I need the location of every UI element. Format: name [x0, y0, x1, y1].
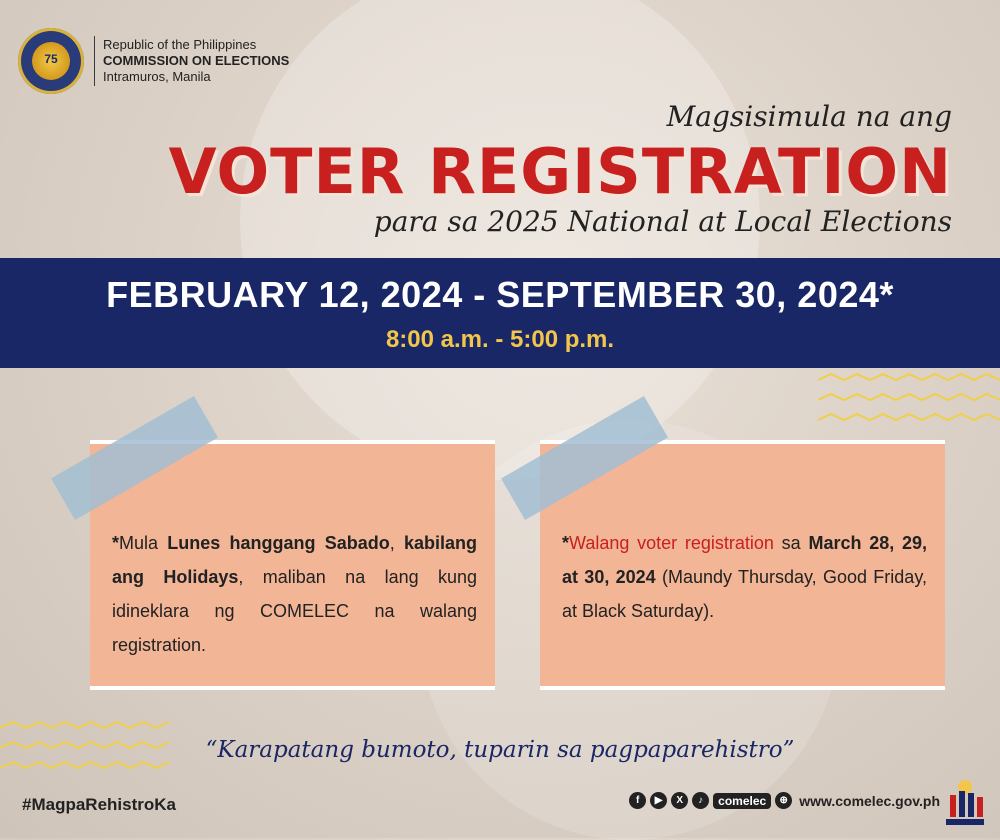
header [18, 28, 289, 94]
facebook-icon[interactable]: f [629, 792, 646, 809]
comelec-seal-logo [18, 28, 84, 94]
hashtag: #MagpaRehistroKa [22, 795, 176, 814]
footer-social [629, 792, 940, 809]
campaign-logo [944, 775, 986, 827]
tiktok-icon[interactable]: ♪ [692, 792, 709, 809]
youtube-icon[interactable]: ▶ [650, 792, 667, 809]
globe-icon: ⊕ [775, 792, 792, 809]
website-link[interactable]: www.comelec.gov.ph [799, 792, 940, 809]
registration-dates: FEBRUARY 12, 2024 - SEPTEMBER 30, 2024* [106, 274, 894, 315]
card-right-text: *Walang voter registration sa March 28, 29, at 30, 2024 (Maundy Thursday, Good Friday, at Black Saturday). [562, 533, 928, 621]
hero-title: VOTER REGISTRATION [168, 135, 952, 208]
tagline-quote: “Karapatang bumoto, tuparin sa pagpaparehistro” [205, 737, 795, 763]
date-band [0, 258, 1000, 368]
hero-subtitle: para sa 2025 National at Local Elections [373, 205, 952, 238]
x-twitter-icon[interactable]: X [671, 792, 688, 809]
org-line-commission: COMMISSION ON ELECTIONS [103, 53, 290, 68]
org-line-republic: Republic of the Philippines [103, 37, 257, 52]
info-card-right [540, 440, 945, 690]
info-card-left [90, 440, 495, 690]
header-divider [94, 36, 95, 86]
social-handle: comelec [713, 793, 771, 809]
tape-decoration [51, 396, 218, 520]
registration-hours: 8:00 a.m. - 5:00 p.m. [385, 326, 615, 353]
hero-kicker: Magsisimula na ang [666, 100, 952, 133]
background-circle [240, 0, 760, 480]
org-block [103, 37, 289, 85]
zigzag-decoration-top-right [818, 372, 1000, 432]
org-line-location: Intramuros, Manila [103, 69, 211, 84]
seal-number: 75 [44, 52, 58, 66]
card-left-text: *Mula Lunes hanggang Sabado, kabilang ang Holidays, maliban na lang kung idineklara ng COMELEC na walang registration. [112, 533, 478, 655]
